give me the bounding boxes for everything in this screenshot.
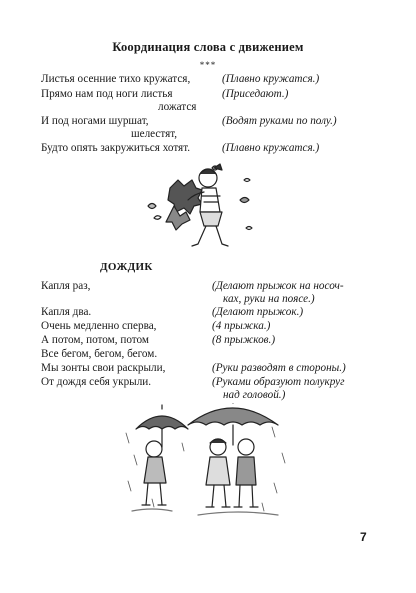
action-note: (Делают прыжок на носоч-: [212, 280, 344, 292]
action-note: (Руки разводят в стороны.): [212, 362, 346, 374]
poem-line: А потом, потом, потом: [41, 334, 149, 346]
section-title: Координация слова с движением: [112, 40, 304, 54]
poem-line: Капля два.: [41, 306, 92, 318]
action-note: (Приседают.): [222, 88, 289, 100]
page-number: 7: [360, 530, 367, 544]
poem-line: шелестят,: [131, 128, 178, 140]
poem-line: Очень медленно сперва,: [41, 320, 157, 332]
poem-line: Все бегом, бегом, бегом.: [41, 348, 158, 360]
action-note: (Плавно кружатся.): [222, 73, 320, 85]
poem-line: ложатся: [158, 101, 197, 113]
action-note: ках, руки на поясе.): [223, 293, 315, 305]
poem-line: Капля раз,: [41, 280, 91, 292]
action-note: (Плавно кружатся.): [222, 142, 320, 154]
poem-line: И под ногами шуршат,: [41, 115, 149, 127]
section-title: ДОЖДИК: [100, 261, 153, 273]
girl-with-leaves-illustration: [140, 158, 270, 258]
action-note: (Делают прыжок.): [212, 306, 304, 318]
children-under-umbrellas-illustration: [122, 403, 292, 523]
action-note: (4 прыжка.): [212, 320, 271, 332]
action-note: (Руками образуют полукруг: [212, 376, 345, 388]
poem-line: Прямо нам под ноги листья: [41, 88, 173, 100]
poem-line: Будто опять закружиться хотят.: [41, 142, 191, 154]
poem-line: Листья осенние тихо кружатся,: [41, 73, 191, 85]
action-note: (8 прыжков.): [212, 334, 276, 346]
poem-line: От дождя себя укрыли.: [41, 376, 152, 388]
poem-line: Мы зонты свои раскрыли,: [41, 362, 166, 374]
action-note: над головой.): [223, 389, 286, 401]
stars-divider: ***: [199, 60, 217, 70]
action-note: (Водят руками по полу.): [222, 115, 337, 127]
